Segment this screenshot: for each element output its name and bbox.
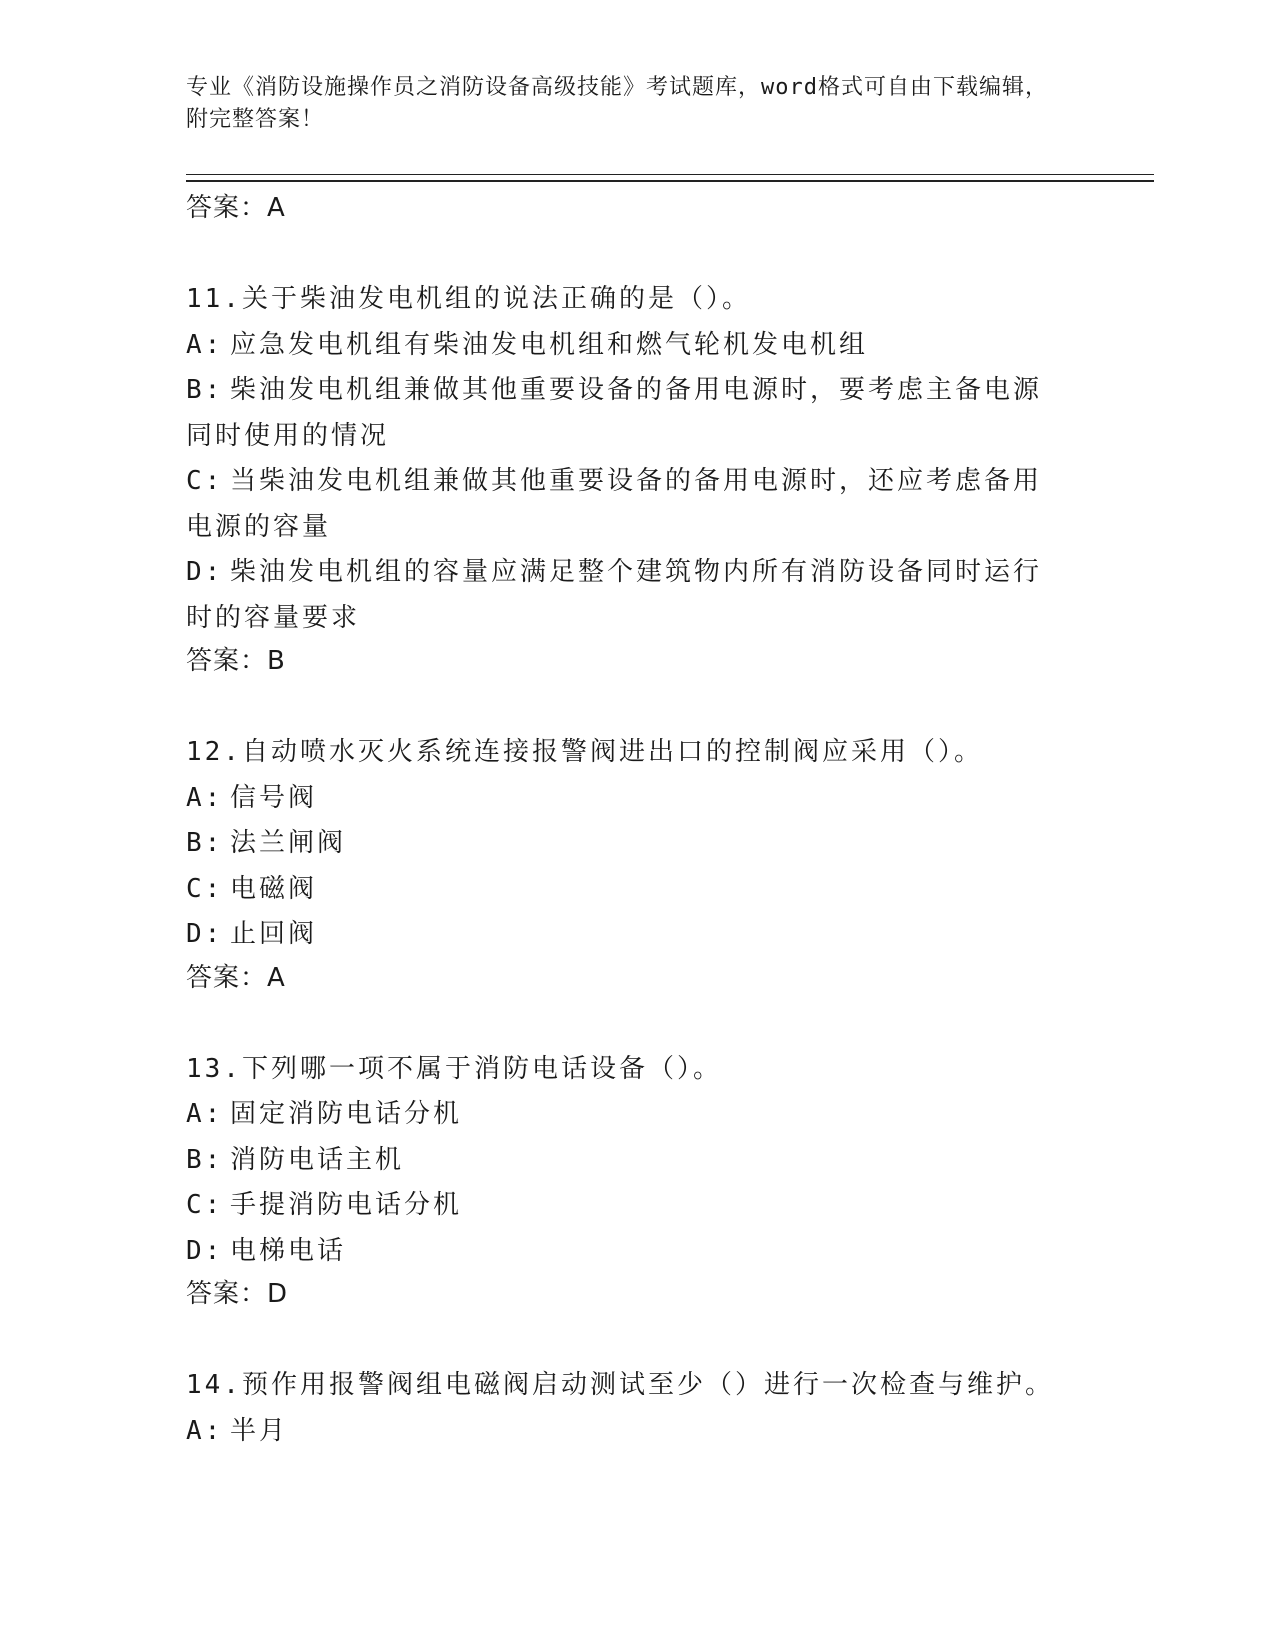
- option-line: [186, 1138, 1066, 1184]
- option-line: [186, 1409, 1066, 1455]
- option-text: 当柴油发电机组兼做其他重要设备的备用电源时，还应考虑备用电源的容量: [186, 466, 1043, 542]
- document-page: [186, 72, 1146, 1454]
- option-label: C:: [186, 466, 224, 496]
- option-text: 消防电话主机: [230, 1144, 405, 1175]
- option-label: B:: [186, 1144, 224, 1175]
- option-label: A:: [186, 1099, 224, 1129]
- option-label: A:: [186, 329, 224, 360]
- option-line: [186, 1229, 1066, 1275]
- option-line: [186, 867, 1066, 913]
- option-line: [186, 1183, 1066, 1229]
- option-line: [186, 776, 1066, 822]
- option-line: [186, 1092, 1066, 1138]
- question-stem: 11.关于柴油发电机组的说法正确的是（）。: [186, 284, 751, 314]
- option-label: A:: [186, 782, 224, 813]
- option-line: [186, 459, 1066, 550]
- option-label: C:: [186, 1190, 224, 1220]
- option-text: 止回阀: [230, 919, 318, 949]
- question-stem: 14.预作用报警阀组电磁阀启动测试至少（）进行一次检查与维护。: [186, 1370, 1054, 1400]
- option-label: B:: [186, 375, 224, 405]
- answer-line: 答案：A: [186, 962, 286, 993]
- option-text: 电磁阀: [230, 873, 318, 904]
- answer-line: 答案：A: [186, 193, 286, 223]
- option-line: [186, 323, 1066, 369]
- option-label: D:: [186, 1235, 224, 1266]
- question-stem: 13.下列哪一项不属于消防电话设备（）。: [186, 1053, 722, 1084]
- question-stem: 12.自动喷水灭火系统连接报警阀进出口的控制阀应采用（）。: [186, 737, 983, 767]
- option-text: 信号阀: [230, 782, 318, 813]
- header-divider: [186, 174, 1154, 182]
- question-block: [186, 277, 1146, 681]
- option-text: 应急发电机组有柴油发电机组和燃气轮机发电机组: [230, 329, 869, 360]
- option-label: D:: [186, 557, 224, 587]
- question-list: [186, 277, 1146, 1454]
- option-text: 电梯电话: [230, 1235, 347, 1266]
- answer-line: 答案：B: [186, 646, 286, 676]
- answer-line: 答案：D: [186, 1279, 289, 1309]
- option-line: [186, 821, 1066, 867]
- option-text: 柴油发电机组兼做其他重要设备的备用电源时，要考虑主备电源同时使用的情况: [186, 375, 1043, 451]
- option-text: 固定消防电话分机: [230, 1099, 463, 1129]
- option-label: D:: [186, 919, 224, 949]
- option-label: B:: [186, 828, 224, 858]
- question-block: [186, 730, 1146, 998]
- option-label: C:: [186, 873, 224, 904]
- document-header: 专业《消防设施操作员之消防设备高级技能》考试题库，word格式可自由下载编辑，附完整答案！: [186, 75, 1048, 132]
- option-text: 柴油发电机组的容量应满足整个建筑物内所有消防设备同时运行时的容量要求: [186, 557, 1043, 633]
- option-label: A:: [186, 1415, 224, 1446]
- option-text: 手提消防电话分机: [230, 1190, 463, 1220]
- option-text: 半月: [230, 1415, 289, 1446]
- option-text: 法兰闸阀: [230, 828, 347, 858]
- question-block: [186, 1363, 1146, 1454]
- question-block: [186, 1047, 1146, 1315]
- option-line: [186, 912, 1066, 958]
- option-line: [186, 550, 1066, 641]
- option-line: [186, 368, 1066, 459]
